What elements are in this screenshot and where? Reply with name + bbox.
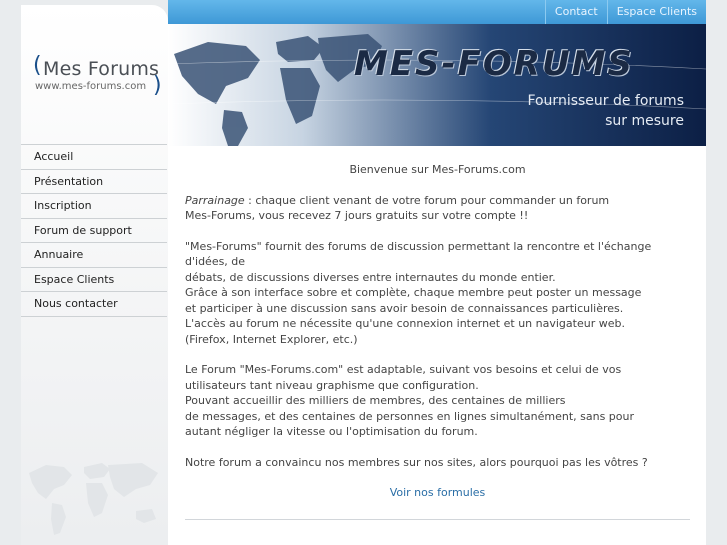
intro-line: débats, de discussions diverses entre internautes du monde entier. (185, 270, 556, 284)
features-paragraph (185, 362, 690, 440)
nav-item-espace-clients[interactable]: Espace Clients (21, 268, 167, 293)
top-link-espace-clients[interactable]: Espace Clients (607, 0, 706, 24)
content-divider (185, 519, 690, 520)
site-logo[interactable] (33, 55, 163, 105)
banner-tagline-1: Fournisseur de forums (527, 93, 684, 109)
header-banner (168, 24, 706, 146)
nav-item-accueil[interactable]: Accueil (21, 145, 167, 170)
nav-item-forum-support[interactable]: Forum de support (21, 219, 167, 244)
parrainage-paragraph (185, 193, 690, 224)
banner-title: MES-FORUMS (354, 44, 634, 84)
content-body (185, 162, 690, 501)
parrainage-text-2: Mes-Forums, vous recevez 7 jours gratuits sur votre compte !! (185, 209, 529, 222)
top-links (545, 0, 706, 24)
logo-close-paren: ) (153, 73, 162, 98)
logo-brand: Mes Forums (43, 58, 160, 80)
conviction-paragraph: Notre forum a convaincu nos membres sur nos sites, alors pourquoi pas les vôtres ? (185, 455, 648, 469)
logo-url: www.mes-forums.com (35, 81, 147, 92)
features-line: autant négliger la vitesse ou l'optimisation du forum. (185, 425, 478, 438)
intro-line: (Firefox, Internet Explorer, etc.) (185, 332, 358, 346)
features-line: Pouvant accueillir des milliers de membres, des centaines de milliers (185, 394, 566, 407)
sidebar-nav (21, 144, 167, 317)
features-line: de messages, et des centaines de personnes en lignes simultanément, sans pour (185, 409, 635, 423)
parrainage-label: Parrainage (185, 193, 245, 207)
top-link-contact[interactable]: Contact (545, 0, 607, 24)
top-bar (168, 0, 706, 24)
intro-line: "Mes-Forums" fournit des forums de discussion permettant la rencontre et l'échange d'idées, de (185, 239, 652, 268)
formules-link[interactable]: Voir nos formules (389, 486, 486, 499)
parrainage-text-1: : chaque client venant de votre forum pour commander un forum (244, 193, 610, 207)
intro-line: L'accès au forum ne nécessite qu'une connexion internet et un navigateur web. (185, 317, 625, 330)
banner-tagline-2: sur mesure (605, 113, 684, 129)
nav-item-nous-contacter[interactable]: Nous contacter (21, 292, 167, 317)
intro-line: et participer à une discussion sans avoir besoin de connaissances particulières. (185, 301, 624, 315)
main-content (168, 146, 706, 545)
world-map-icon (24, 455, 164, 540)
features-line: utilisateurs tant niveau graphisme que configuration. (185, 378, 479, 392)
nav-item-presentation[interactable]: Présentation (21, 170, 167, 195)
welcome-text: Bienvenue sur Mes-Forums.com (349, 163, 526, 176)
nav-item-annuaire[interactable]: Annuaire (21, 243, 167, 268)
intro-line: Grâce à son interface sobre et complète, chaque membre peut poster un message (185, 286, 642, 299)
nav-item-inscription[interactable]: Inscription (21, 194, 167, 219)
logo-open-paren: ( (33, 53, 42, 78)
intro-paragraph (185, 239, 690, 348)
features-line: Le Forum "Mes-Forums.com" est adaptable, suivant vos besoins et celui de vos (185, 363, 622, 376)
